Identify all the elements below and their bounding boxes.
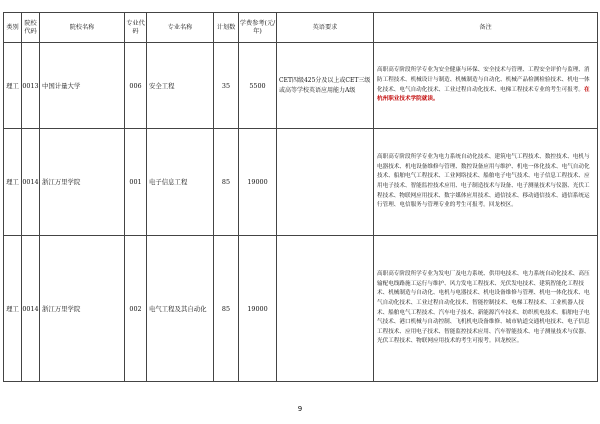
- cell-tuition: 19000: [239, 129, 277, 236]
- cell-major-code: 006: [125, 43, 147, 129]
- cell-notes: [374, 236, 598, 382]
- notes-text: 高职高专阶段所学专业为电力系统自动化技术、建筑电气工程技术、数控技术、电机与电器技术、机电设备维修与管理、数控设备应用与维护、机电一体化技术、电气自动化技术、船舶电气工程技术、工业网络技术、船舶电子电气技术、电子信息工程技术、应用电子技术、智能监控技术应用、电子制造技术与设备、电子测量技术与仪器、光伏工程技术、物联网应用技术、数字媒体应用技术、通信技术、移动通信技术、通信系统运行管理、电信服务与管理专业的考生可报考。回龙校区。: [377, 154, 590, 209]
- cell-plan-count: 85: [214, 236, 239, 382]
- cell-school-name: 浙江万里学院: [40, 236, 125, 382]
- cell-english-req: CET四级425分及以上或CET三级或高等学校英语应用能力A级: [277, 43, 374, 129]
- table-row: [4, 43, 598, 129]
- header-plan-count: 计划数: [214, 13, 239, 43]
- cell-english-req: [277, 129, 374, 236]
- cell-notes: [374, 129, 598, 236]
- header-notes: 备注: [374, 13, 598, 43]
- page-number: 9: [297, 405, 303, 413]
- table-row: [4, 236, 598, 382]
- notes-highlight: 在杭州职业技术学院就读。: [377, 86, 590, 103]
- cell-major-code: 001: [125, 129, 147, 236]
- cell-school-code: 0013: [22, 43, 40, 129]
- header-school-code: 院校代码: [22, 13, 40, 43]
- cell-plan-count: 35: [214, 43, 239, 129]
- header-category: 类别: [4, 13, 22, 43]
- header-row: [4, 13, 598, 43]
- table-row: [4, 129, 598, 236]
- cell-english-req: [277, 236, 374, 382]
- cell-tuition: 19000: [239, 236, 277, 382]
- notes-text: 高职高专阶段所学专业为安全健康与环保、安全技术与管理、工程安全评价与监理、消防工程技术、机械设计与制造、机械制造与自动化、机械产品检测检验技术、机电一体化技术、电气自动化技术、工业过程自动化技术、电梯工程技术专业的考生可报考。: [377, 67, 590, 93]
- header-tuition: 学费参考(元/年): [239, 13, 277, 43]
- cell-major-name: 电子信息工程: [147, 129, 214, 236]
- header-school-name: 院校名称: [40, 13, 125, 43]
- cell-category: 理工: [4, 43, 22, 129]
- cell-category: 理工: [4, 236, 22, 382]
- cell-school-name: 浙江万里学院: [40, 129, 125, 236]
- cell-major-name: 电气工程及其自动化: [147, 236, 214, 382]
- header-major-code: 专业代码: [125, 13, 147, 43]
- cell-tuition: 5500: [239, 43, 277, 129]
- cell-major-name: 安全工程: [147, 43, 214, 129]
- admissions-table: [3, 12, 598, 382]
- cell-notes: [374, 43, 598, 129]
- cell-school-code: 0014: [22, 236, 40, 382]
- notes-text: 高职高专阶段所学专业为发电厂及电力系统、供用电技术、电力系统自动化技术、高压输配电线路施工运行与维护、风力发电工程技术、光伏发电技术、建筑智能化工程技术、机械制造与自动化、电机与电器技术、机电设备维修与管理、机电一体化技术、电气自动化技术、工业过程自动化技术、智能控制技术、电梯工程技术、工业机器人技术、船舶电气工程技术、汽车电子技术、新能源汽车技术、纺织机电技术、船舶电子电气技术、港口机械与自动控制、飞机机电设备维修、城市轨道交通机电技术、电子信息工程技术、应用电子技术、智能监控技术应用、汽车智能技术、电子测量技术与仪器、光伏工程技术、物联网应用技术的考生可报考。回龙校区。: [377, 271, 590, 345]
- cell-major-code: 002: [125, 236, 147, 382]
- cell-category: 理工: [4, 129, 22, 236]
- cell-school-name: 中国计量大学: [40, 43, 125, 129]
- header-major-name: 专业名称: [147, 13, 214, 43]
- cell-school-code: 0014: [22, 129, 40, 236]
- header-english-req: 英语要求: [277, 13, 374, 43]
- cell-plan-count: 85: [214, 129, 239, 236]
